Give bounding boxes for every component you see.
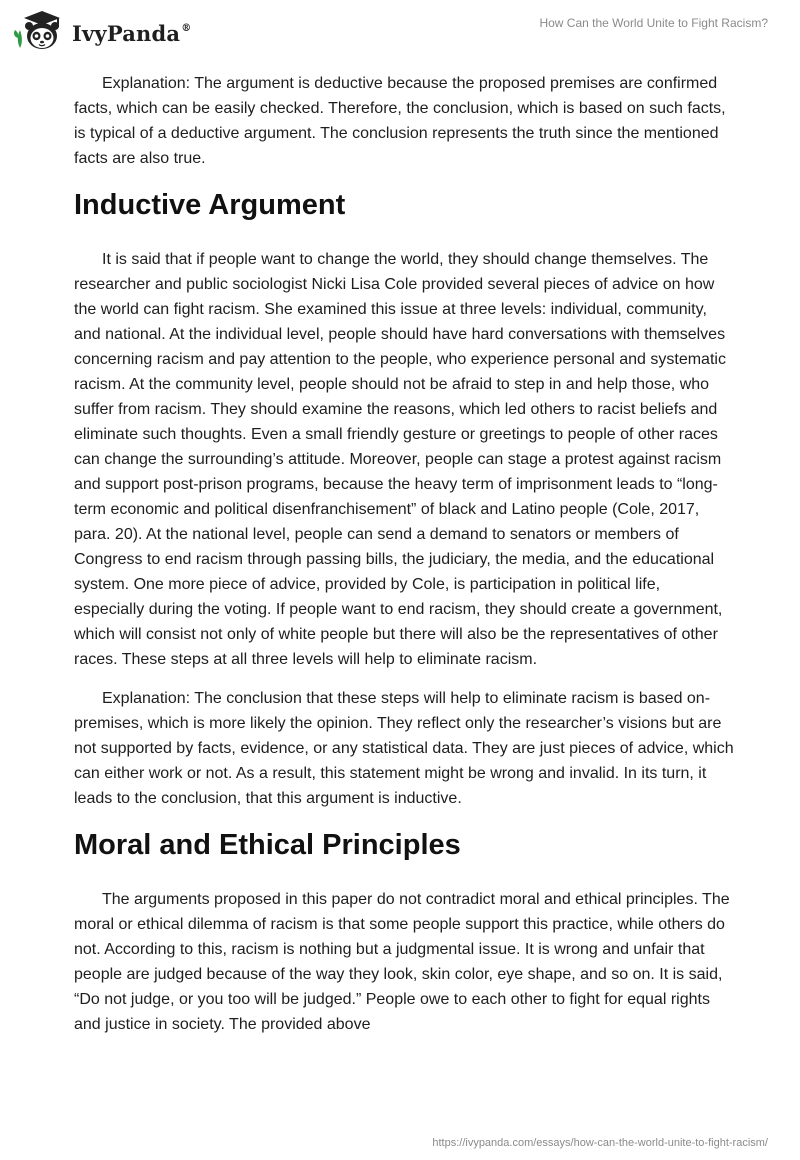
page-header bbox=[0, 0, 800, 60]
registered-mark: ® bbox=[181, 22, 192, 34]
panda-graduate-icon bbox=[14, 8, 66, 54]
paragraph-moral-ethical: The arguments proposed in this paper do not contradict moral and ethical principles. The moral or ethical dilemma of racism is that some people support this practice, while others do not. According to this, racism is nothing but a judgmental issue. It is wrong and unfair that people are judged because of the way they look, skin color, eye shape, and so on. It is said, “Do not judge, or you too will be judged.” People owe to each other to fight for equal rights and justice in society. The provided above bbox=[74, 891, 730, 1033]
paragraph-inductive-argument: It is said that if people want to change the world, they should change themselves. The researcher and public sociologist Nicki Lisa Cole provided several pieces of advice on how the world can fight racism. She examined this issue at three levels: individual, community, and national. At the individual level, people should have hard conversations with themselves concerning racism and pay attention to the people, who experience personal and systematic racism. At the community level, people should not be afraid to step in and help those, who suffer from racism. They should examine the reasons, which led others to racist beliefs and eliminate such thoughts. Even a small friendly gesture or greetings to people of other races can change the surrounding’s attitude. Moreover, people can stage a protest against racism and support post-prison programs, because the heavy term of imprisonment leads to “long-term economic and political disenfranchisement” of black and Latino people (Cole, 2017, para. 20). At the national level, people can send a demand to senators or members of Congress to end racism through passing bills, the judiciary, the media, and the educational system. One more piece of advice, provided by Cole, is participation in political life, especially during the voting. If people want to end racism, they should create a government, which will consist not only of white people but there will also be the representatives of other races. These steps at all three levels will help to eliminate racism. bbox=[74, 251, 726, 668]
essay-body bbox=[74, 71, 734, 1051]
heading-moral-ethical-principles: Moral and Ethical Principles bbox=[74, 829, 461, 861]
paragraph-explanation-inductive: Explanation: The conclusion that these steps will help to eliminate racism is based on-premises, which is more likely the opinion. They reflect only the researcher’s visions but are not supported by facts, evidence, or any statistical data. They are just pieces of advice, which can either work or not. As a result, this statement might be wrong and invalid. In its turn, it leads to the conclusion, that this argument is inductive. bbox=[74, 690, 734, 807]
site-logo[interactable] bbox=[14, 8, 191, 54]
document-title: How Can the World Unite to Fight Racism? bbox=[539, 16, 768, 30]
heading-inductive-argument: Inductive Argument bbox=[74, 189, 346, 221]
paragraph-explanation-deductive: Explanation: The argument is deductive because the proposed premises are confirmed facts, which can be easily checked. Therefore, the conclusion, which is based on such facts, is typical of a deductive argument. The conclusion represents the truth since the mentioned facts are also true. bbox=[74, 75, 726, 167]
footer-source-url[interactable]: https://ivypanda.com/essays/how-can-the-world-unite-to-fight-racism/ bbox=[432, 1137, 768, 1149]
brand-name: IvyPanda® bbox=[72, 20, 192, 46]
